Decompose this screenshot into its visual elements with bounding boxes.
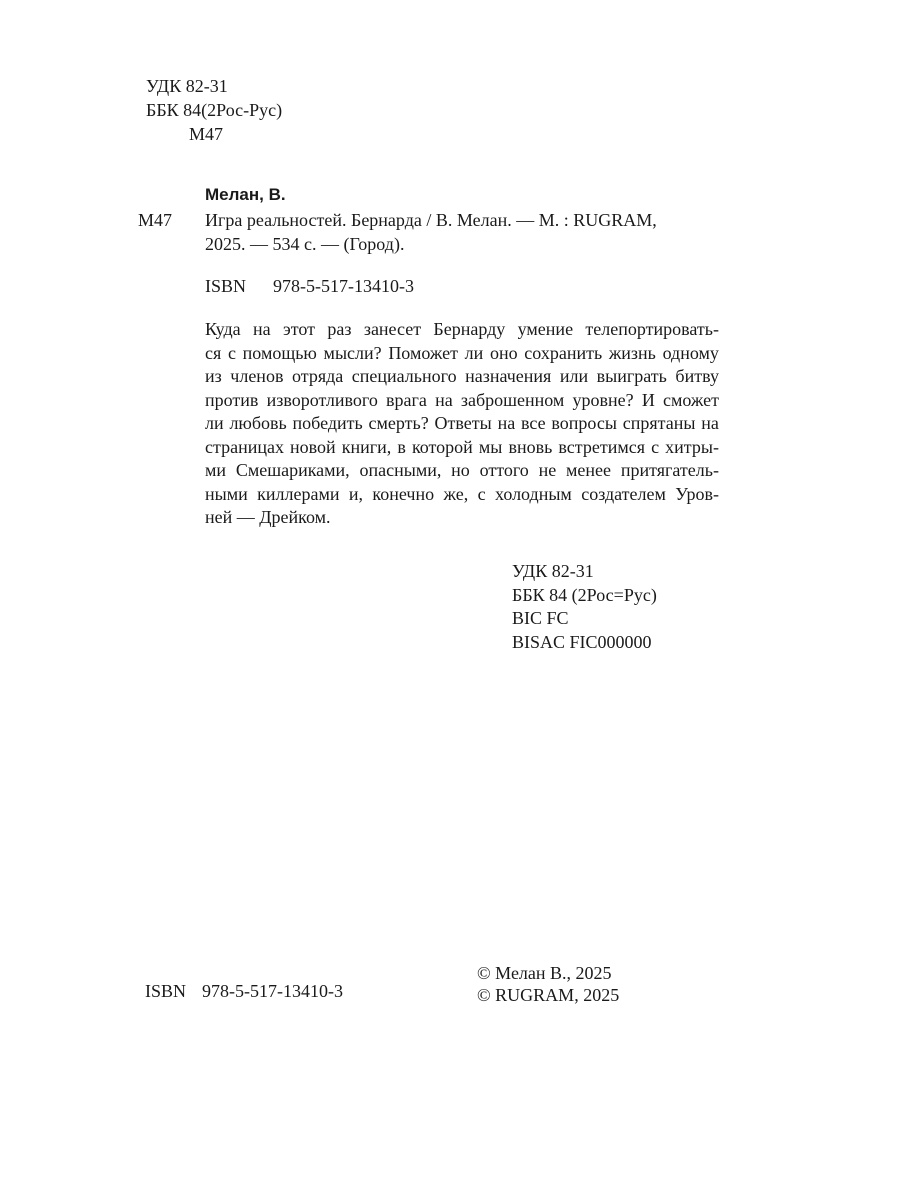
footer-isbn xyxy=(145,979,343,1003)
copyright-author: © Мелан В., 2025 xyxy=(477,963,612,983)
footer-isbn-label: ISBN xyxy=(145,981,187,1001)
record-isbn xyxy=(205,274,414,298)
annotation-line: из членов отряда специального назначения или выиграть битву xyxy=(205,366,719,386)
top-classification-block xyxy=(146,74,282,146)
record-isbn-value: 978-5-517-13410-3 xyxy=(273,276,414,296)
record-title-line: Игра реальностей. Бернарда / В. Мелан. — М. : RUGRAM, xyxy=(205,210,657,230)
copyright-block xyxy=(477,962,619,1006)
record-isbn-label: ISBN xyxy=(205,276,247,296)
annotation-line: против изворотливого врага на заброшенном уровне? И сможет xyxy=(205,389,719,410)
copyright-publisher: © RUGRAM, 2025 xyxy=(477,985,620,1005)
annotation-line: ными киллерами и, конечно же, с холодным создателем Уров- xyxy=(205,483,719,504)
annotation-line: ли любовь победить смерть? Ответы на все вопросы спрятаны на xyxy=(205,413,719,433)
annotation-line: Куда на этот раз занесет Бернарду умение телепортировать- xyxy=(205,319,719,339)
annotation-line: страницах новой книги, в которой мы вновь встретимся с хитры- xyxy=(205,436,719,457)
annotation-line: ми Смешариками, опасными, но оттого не менее притягатель- xyxy=(205,460,719,480)
udk-code: УДК 82-31 xyxy=(146,76,228,96)
annotation xyxy=(205,318,719,530)
bisac-code: BISAC FIC000000 xyxy=(512,631,652,652)
footer-isbn-value: 978-5-517-13410-3 xyxy=(202,981,343,1001)
record-author-mark: М47 xyxy=(138,210,173,230)
record-author: Мелан, В. xyxy=(205,185,286,204)
annotation-line: ней — Дрейком. xyxy=(205,507,331,527)
bbk-code: ББК 84 (2Рос=Рус) xyxy=(512,584,657,605)
annotation-line: ся с помощью мысли? Поможет ли оно сохранить жизнь одному xyxy=(205,342,719,363)
record-imprint-line: 2025. — 534 с. — (Город). xyxy=(205,234,405,254)
author-mark-code: М47 xyxy=(189,124,224,144)
bic-code: BIC FC xyxy=(512,608,569,628)
right-classification-block xyxy=(512,560,657,654)
udk-code: УДК 82-31 xyxy=(512,561,594,581)
bbk-code: ББК 84(2Рос-Рус) xyxy=(146,100,283,120)
